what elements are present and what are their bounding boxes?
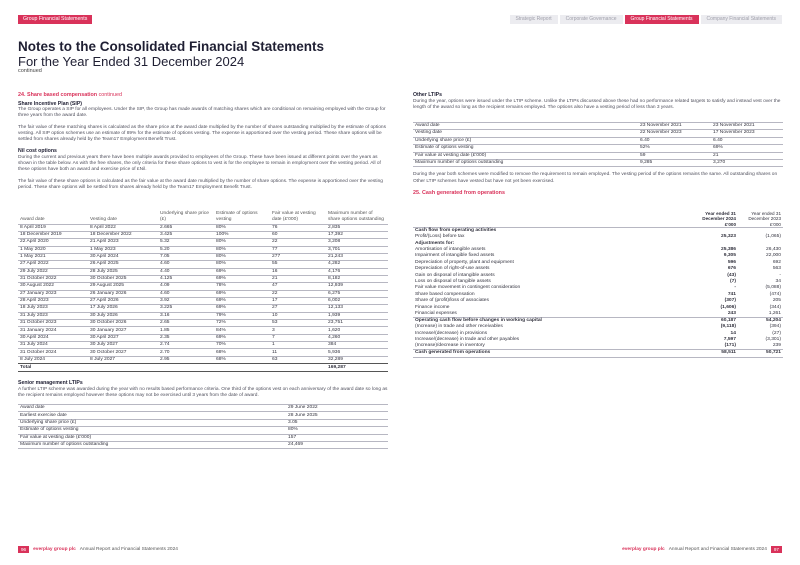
page-subtitle: For the Year Ended 31 December 2024: [18, 54, 245, 69]
table-row: [18, 434, 388, 441]
footer-right: [622, 546, 782, 553]
table-cell: [270, 364, 326, 372]
row-value: 29 June 2022: [286, 405, 388, 412]
table-cell: 32,289: [326, 356, 388, 363]
total-row: [18, 364, 388, 372]
table-row: [413, 159, 783, 166]
table-cell: 8 April 2022: [88, 224, 158, 231]
cash-row: [413, 350, 783, 357]
table-cell: 11: [270, 349, 326, 356]
sip-paragraph-1: The Group operates a SIP for all employees. Under the SIP, the Group has made awards of matching shares which are conditional on remaining employed with the Group for three years from the award date.: [18, 107, 386, 119]
table-cell: 17: [270, 298, 326, 305]
table-cell: 27: [270, 305, 326, 312]
row-label: Fair value at vesting date (£'000): [18, 434, 286, 441]
value-2023: 1,261: [738, 311, 783, 318]
table-cell: 30 August 2022: [18, 283, 88, 290]
nil-cost-heading: Nil cost options: [18, 148, 57, 155]
row-label: Impairment of intangible fixed assets: [415, 253, 495, 259]
col-header-2023: Year ended 31 December 2023 £'000: [748, 211, 781, 227]
row-label: Award date: [18, 405, 286, 412]
table-row: [18, 246, 388, 253]
senior-ltip-paragraph: A further LTIP scheme was awarded during the year with no results based performance criteria. One third of the options vest on each anniversary of the award date so long as the recipient remains employed however these options may not be exercised until 3 years from the date of award.: [18, 386, 388, 398]
table-cell: 30 April 2027: [88, 334, 158, 341]
value-2023: (27): [772, 330, 781, 336]
table-row: [413, 137, 783, 144]
table-cell: 3,701: [326, 246, 388, 253]
table-cell: 3,208: [326, 239, 388, 246]
row-label: Cash generated from operations: [413, 350, 693, 357]
table-cell: 80%: [214, 246, 270, 253]
left-column: [18, 92, 388, 449]
table-cell: 12,939: [326, 283, 388, 290]
table-cell: 72%: [214, 320, 270, 327]
table-cell: 29 July 2022: [18, 268, 88, 275]
nav-tab-group-financial-statements[interactable]: Group Financial Statements: [625, 15, 699, 24]
table-cell: 21: [270, 276, 326, 283]
table-cell: 26 January 2026: [88, 290, 158, 297]
page-number: 96: [18, 546, 29, 553]
table-cell: 21 April 2023: [88, 239, 158, 246]
row-label: Finance income: [415, 304, 450, 310]
row-value: 28 June 2025: [286, 412, 388, 419]
value-2023: 26,430: [766, 247, 781, 253]
value-2024: 60,187: [721, 317, 736, 323]
row-value: 80%: [286, 427, 388, 434]
row-label: Share of (profit)/loss of associates: [415, 298, 489, 304]
table-row: [18, 261, 388, 268]
value-2023: 50,721: [738, 350, 783, 357]
table-row: [18, 224, 388, 231]
table-cell: 8 July 2024: [18, 356, 88, 363]
table-cell: 18 December 2019: [18, 231, 88, 238]
table-cell: 384: [326, 342, 388, 349]
table-row: [18, 253, 388, 260]
other-ltip-table: [413, 122, 783, 167]
footer-report: Annual Report and Financial Statements 2024: [668, 546, 767, 552]
table-cell: 277: [270, 253, 326, 260]
value-2023: (344): [769, 304, 781, 310]
row-label: Depreciation of property, plant and equipment: [415, 259, 514, 265]
table-cell: 2.74: [158, 342, 214, 349]
table-cell: 69%: [214, 268, 270, 275]
table-cell: 80%: [214, 239, 270, 246]
value-2024: 58,511: [693, 350, 738, 357]
table-cell: 68%: [214, 356, 270, 363]
row-label: Increase/(decrease) in trade and other payables: [415, 337, 520, 342]
table-row: [18, 305, 388, 312]
continued-label: continued: [18, 68, 42, 74]
table-cell: 28 April 2023: [18, 298, 88, 305]
table-row: [413, 130, 783, 137]
table-cell: 22: [270, 239, 326, 246]
table-cell: 26 April 2025: [88, 261, 158, 268]
table-cell: 16: [270, 268, 326, 275]
row-label: (Increase)/decrease in inventory: [413, 343, 693, 350]
row-label: Loss on disposal of tangible assets: [415, 279, 491, 285]
table-cell: 69%: [214, 290, 270, 297]
table-row: [18, 334, 388, 341]
table-row: [18, 342, 388, 349]
table-cell: 80%: [214, 224, 270, 231]
nil-cost-options-table: [18, 196, 388, 372]
table-cell: 18 July 2023: [18, 305, 88, 312]
row-label: Estimate of options vesting: [413, 145, 638, 152]
other-ltip-paragraph: During the year, options were issued under the LTIP scheme. Unlike the LTIPs discussed above these had no performance related targets to satisfy and instead vest over the length of the award so long as the recipient remains employed. The options also have a vesting period of less than 3 years.: [413, 98, 781, 110]
value-2024: 243: [693, 311, 738, 318]
value-2024: (9,118): [720, 324, 736, 330]
table-cell: 69%: [214, 305, 270, 312]
table-cell: 2.65: [158, 320, 214, 327]
row-value: 3.05: [286, 419, 388, 426]
value-2023: 22,000: [766, 253, 781, 259]
col-header: Vesting date: [90, 217, 117, 223]
section-tag: Group Financial Statements: [18, 15, 92, 24]
col-header: Fair value at vesting date (£'000): [272, 211, 316, 223]
value-2023: 54,204: [766, 317, 781, 323]
table-row: [413, 152, 783, 159]
table-cell: 55: [270, 261, 326, 268]
table-cell: 30 April 2024: [88, 253, 158, 260]
table-row: [18, 442, 388, 449]
table-cell: 21,243: [326, 253, 388, 260]
footer-left: [18, 546, 178, 553]
table-cell: 31 January 2024: [18, 327, 88, 334]
table-cell: 3: [270, 327, 326, 334]
page-number: 97: [771, 546, 782, 553]
table-cell: 1: [270, 342, 326, 349]
table-row: [413, 122, 783, 129]
table-cell: 27 April 2026: [88, 298, 158, 305]
senior-ltip-heading: Senior management LTIPs: [18, 380, 83, 387]
table-cell: 27 January 2023: [18, 290, 88, 297]
table-cell: 84%: [214, 327, 270, 334]
table-cell: 8,182: [326, 276, 388, 283]
table-cell: 69%: [214, 334, 270, 341]
row-value: 3,270: [711, 159, 783, 166]
row-label: Share based compensation: [415, 291, 475, 297]
row-value: 23 November 2021: [638, 122, 711, 129]
value-2024: (307): [724, 298, 736, 304]
row-label: Gain on disposal of intangible assets: [415, 272, 495, 278]
nav-tab-strategic-report[interactable]: Strategic Report: [510, 15, 558, 24]
sip-heading: Share Incentive Plan (SIP): [18, 100, 83, 107]
table-cell: 4,176: [326, 268, 388, 275]
table-cell: 2.70: [158, 349, 214, 356]
footer-report: Annual Report and Financial Statements 2024: [79, 546, 178, 552]
table-cell: 30 April 2024: [18, 334, 88, 341]
table-cell: 10: [270, 312, 326, 319]
value-2023: 34: [775, 279, 781, 285]
table-cell: 68%: [214, 349, 270, 356]
table-cell: 69%: [214, 298, 270, 305]
table-cell: 3.225: [158, 305, 214, 312]
row-value: 17 November 2023: [711, 130, 783, 137]
value-2024: 7,597: [723, 337, 736, 342]
col-header-2024: Year ended 31 December 2024 £'000: [702, 211, 736, 227]
table-row: [18, 412, 388, 419]
table-cell: 5,936: [326, 349, 388, 356]
col-header: Award date: [20, 217, 45, 223]
section-heading-25: 25. Cash generated from operations: [413, 189, 505, 196]
table-cell: 70%: [214, 342, 270, 349]
table-cell: 8 July 2027: [88, 356, 158, 363]
table-row: [18, 231, 388, 238]
table-cell: 3.425: [158, 231, 214, 238]
row-label: Operating cash flow before changes in working capital: [415, 317, 542, 323]
table-cell: 6,002: [326, 298, 388, 305]
table-row: [18, 312, 388, 319]
value-2024: 741: [727, 291, 736, 297]
table-row: [18, 239, 388, 246]
table-cell: 17 July 2026: [88, 305, 158, 312]
value-2023: (5,088): [765, 285, 781, 291]
table-cell: 12,133: [326, 305, 388, 312]
table-cell: 78%: [214, 283, 270, 290]
row-label: Underlying share price (£): [413, 137, 638, 144]
table-cell: 80%: [214, 253, 270, 260]
table-cell: 2.95: [158, 356, 214, 363]
row-value: 23 November 2021: [711, 122, 783, 129]
page-title: Notes to the Consolidated Financial Statements: [18, 39, 325, 54]
table-cell: 30 October 2026: [88, 320, 158, 327]
cash-row: [413, 311, 783, 318]
row-value: 21: [711, 152, 783, 159]
table-cell: 4.60: [158, 261, 214, 268]
table-row: [18, 320, 388, 327]
table-cell: 5.20: [158, 246, 214, 253]
value-2024: 596: [727, 259, 736, 265]
row-value: 22 November 2023: [638, 130, 711, 137]
table-cell: 8 April 2019: [18, 224, 88, 231]
table-cell: 18 December 2022: [88, 231, 158, 238]
right-column: [413, 92, 783, 358]
row-label: (Increase) in trade and other receivables: [415, 324, 503, 330]
table-cell: 1.85: [158, 327, 214, 334]
row-label: Increase/(decrease) in provisions: [415, 330, 488, 336]
col-header: Underlying share price (£): [160, 211, 209, 223]
row-label: Maximum number of options outstanding: [413, 159, 638, 166]
value-2024: -: [734, 285, 736, 291]
value-2024: (43): [727, 272, 736, 278]
value-2024: (1,606): [720, 304, 736, 310]
table-cell: 7: [270, 334, 326, 341]
cash-row: [413, 343, 783, 350]
table-cell: [158, 364, 214, 372]
table-cell: 22: [270, 290, 326, 297]
nav-tab-company-financial-statements[interactable]: Company Financial Statements: [701, 15, 782, 24]
report-nav: [510, 15, 782, 24]
table-cell: 1 May 2023: [88, 246, 158, 253]
other-ltip-heading: Other LTIPs: [413, 92, 443, 98]
table-cell: 31 July 2023: [18, 312, 88, 319]
value-2023: (474): [769, 291, 781, 297]
table-cell: 4,260: [326, 334, 388, 341]
table-cell: 4.09: [158, 283, 214, 290]
row-value: 69%: [711, 145, 783, 152]
row-label: Profit/(Loss) before tax: [415, 234, 465, 240]
total-value: 169,287: [326, 364, 388, 372]
value-2023: -: [779, 272, 781, 278]
row-label: Fair value movement in contingent consideration: [415, 285, 521, 291]
row-label: Underlying share price (£): [18, 419, 286, 426]
row-label: Adjustments for:: [415, 240, 455, 246]
footer-brand: everplay group plc: [622, 546, 665, 552]
nil-cost-paragraph-1: During the current and previous years there have been multiple awards provided to employees of the Group. These have been issued at different points over the years as shown in the table below. As with the free shares, the only criteria for these share options to vest is for the employee to remain in employment over the vesting period. All of these options have both an award and exercise price of £Nil.: [18, 154, 381, 173]
row-label: Vesting date: [413, 130, 638, 137]
row-value: 52%: [638, 145, 711, 152]
table-cell: 4.60: [158, 290, 214, 297]
table-row: [18, 405, 388, 412]
value-2023: 205: [772, 298, 781, 304]
table-cell: 30 October 2025: [88, 276, 158, 283]
table-cell: 3.16: [158, 312, 214, 319]
table-cell: 76: [270, 224, 326, 231]
col-header: Estimate of options vesting: [216, 211, 258, 223]
table-cell: 79%: [214, 312, 270, 319]
row-label: Cash flow from operating activities: [413, 228, 693, 235]
table-cell: 17,392: [326, 231, 388, 238]
row-value: 6.40: [711, 137, 783, 144]
table-cell: 2.665: [158, 224, 214, 231]
table-cell: 31 October 2024: [18, 349, 88, 356]
table-cell: 22 April 2020: [18, 239, 88, 246]
table-cell: 31 October 2022: [18, 276, 88, 283]
cash-label-header: [413, 199, 693, 228]
table-cell: 63: [270, 356, 326, 363]
value-2024: (7): [730, 279, 736, 285]
nav-tab-corporate-governance[interactable]: Corporate Governance: [560, 15, 623, 24]
value-2023: (3,301): [765, 337, 781, 342]
table-row: [18, 427, 388, 434]
value-2024: 9,305: [723, 253, 736, 259]
row-value: 9,285: [638, 159, 711, 166]
table-cell: 27 April 2022: [18, 261, 88, 268]
table-cell: 30 January 2027: [88, 327, 158, 334]
table-row: [18, 349, 388, 356]
value-2023: (394): [769, 324, 781, 330]
row-label: Financial expenses: [413, 311, 693, 318]
value-2023: 692: [772, 259, 781, 265]
table-cell: 28 July 2025: [88, 268, 158, 275]
table-cell: [214, 364, 270, 372]
total-label: Total: [18, 364, 88, 372]
section-heading-24: 24. Share based compensation continued: [18, 92, 122, 98]
row-value: 24,469: [286, 442, 388, 449]
table-cell: 31 July 2024: [18, 342, 88, 349]
table-cell: 60: [270, 231, 326, 238]
table-cell: 47: [270, 283, 326, 290]
table-cell: 80%: [214, 261, 270, 268]
row-value: 6.40: [638, 137, 711, 144]
table-row: [18, 283, 388, 290]
table-cell: 100%: [214, 231, 270, 238]
sip-paragraph-2: The fair value of these matching shares is calculated as the share price at the award date multiplied by the number of shares outstanding multiplied by the estimate of options vesting. All SIP option schemes use an estimate of 89% for the estimate of options vesting. The expense is apportioned over the vesting period. These share options will be settled from shares already held by the Team17 Employment Benefit Trust.: [18, 124, 386, 143]
row-value: 157: [286, 434, 388, 441]
row-value: 59: [638, 152, 711, 159]
value-2024: 676: [727, 266, 736, 272]
table-cell: 6,275: [326, 290, 388, 297]
row-label: Depreciation of right-of-use assets: [415, 266, 490, 272]
table-cell: 4.40: [158, 268, 214, 275]
value-2024: 25,323: [721, 234, 736, 240]
value-2023: 563: [772, 266, 781, 272]
col-header: Maximum number of share options outstanding: [328, 211, 385, 223]
table-cell: [88, 364, 158, 372]
table-cell: 30 July 2026: [88, 312, 158, 319]
table-cell: 23,751: [326, 320, 388, 327]
value-2023: 239: [738, 343, 783, 350]
value-2024: (171): [693, 343, 738, 350]
value-2024: 25,386: [721, 247, 736, 253]
cash-generated-table: [413, 199, 783, 358]
value-2023: (1,065): [765, 234, 781, 240]
table-row: [18, 268, 388, 275]
row-label: Award date: [413, 122, 638, 129]
table-cell: 5.32: [158, 239, 214, 246]
table-cell: 30 October 2027: [88, 349, 158, 356]
table-cell: 3.92: [158, 298, 214, 305]
table-cell: 7.05: [158, 253, 214, 260]
table-row: [413, 145, 783, 152]
footer-brand: everplay group plc: [33, 546, 76, 552]
table-cell: 29 August 2025: [88, 283, 158, 290]
table-row: [18, 327, 388, 334]
table-cell: 30 July 2027: [88, 342, 158, 349]
table-cell: 1 May 2021: [18, 253, 88, 260]
table-cell: 4,282: [326, 261, 388, 268]
table-cell: 4.125: [158, 276, 214, 283]
table-row: [18, 419, 388, 426]
row-label: Estimate of options vesting: [18, 427, 286, 434]
table-cell: 2,835: [326, 224, 388, 231]
table-row: [18, 356, 388, 363]
table-row: [18, 298, 388, 305]
value-2024: 14: [730, 330, 736, 336]
table-cell: 69%: [214, 276, 270, 283]
table-cell: 53: [270, 320, 326, 327]
table-cell: 31 October 2023: [18, 320, 88, 327]
row-label: Fair value at vesting date (£'000): [413, 152, 638, 159]
table-cell: 77: [270, 246, 326, 253]
row-label: Maximum number of options outstanding: [18, 442, 286, 449]
row-label: Earliest exercise date: [18, 412, 286, 419]
senior-ltip-table: [18, 404, 388, 449]
nil-cost-paragraph-2: The fair value of these share options is calculated as the fair value at the award date multiplied by the number of share options. The expense is apportioned over the vesting period. These share options will be settled from shares already held by the Team17 Employment Benefit Trust.: [18, 178, 383, 190]
table-cell: 1,620: [326, 327, 388, 334]
table-cell: 1,939: [326, 312, 388, 319]
table-cell: 1 May 2020: [18, 246, 88, 253]
table-cell: 2.35: [158, 334, 214, 341]
other-ltip-note: During the year both schemes were modified to remove the requirement to remain employed. The vesting period of the options remains the same. All outstanding shares on Other LTIP schemes have vested but have not yet been exercised.: [413, 172, 778, 184]
row-label: Amortisation of intangible assets: [415, 247, 486, 253]
table-row: [18, 276, 388, 283]
table-row: [18, 290, 388, 297]
